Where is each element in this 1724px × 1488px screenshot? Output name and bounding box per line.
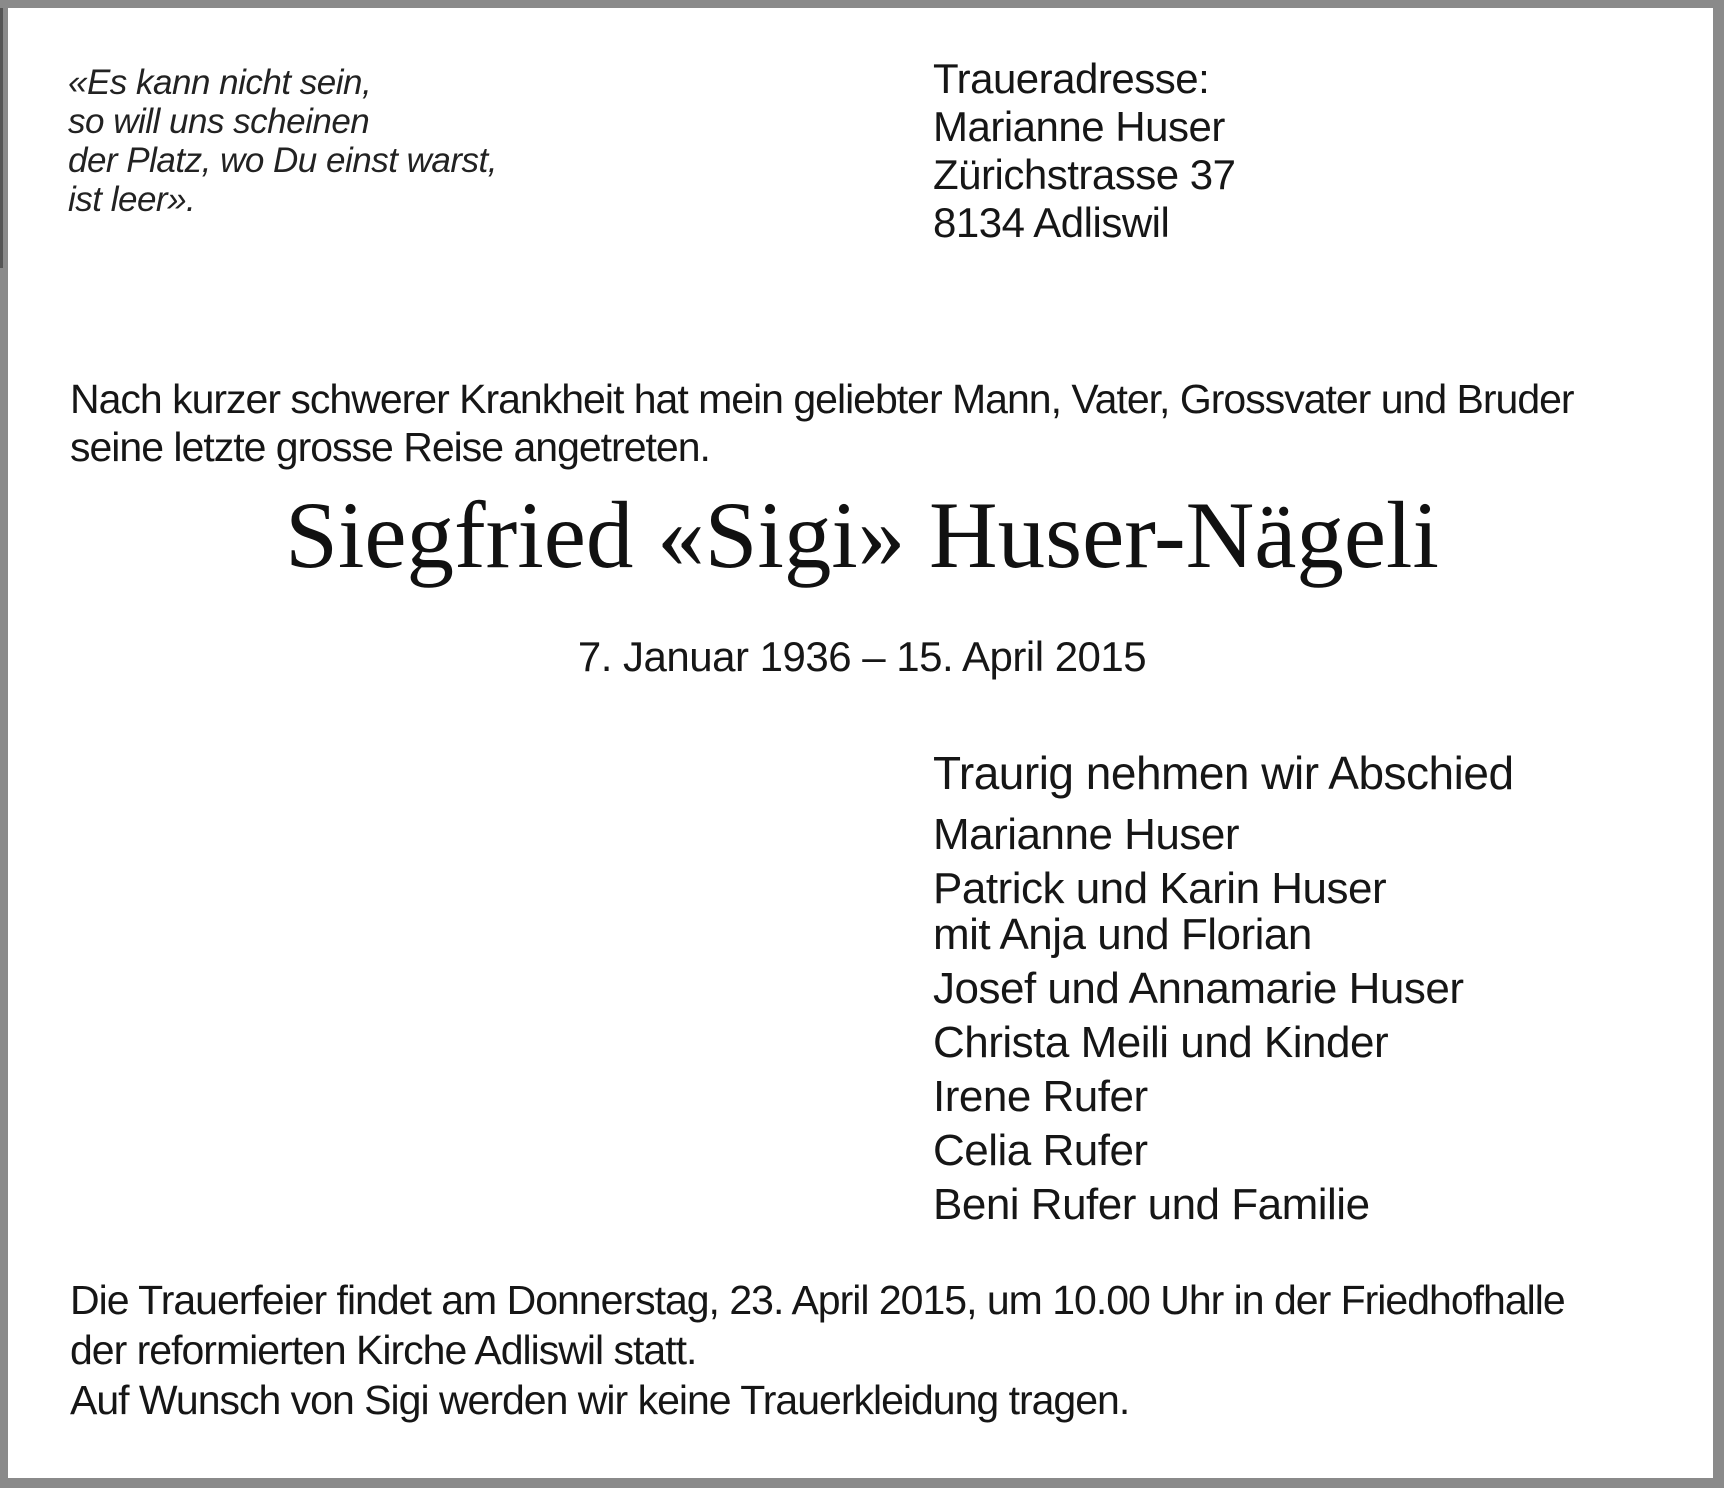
deceased-dates: 7. Januar 1936 – 15. April 2015 [577,633,1147,680]
mourner-name: Celia Rufer [933,1126,1148,1175]
service-info-line: der reformierten Kirche Adliswil statt. [70,1327,697,1373]
announcement-line: Nach kurzer schwerer Krankheit hat mein geliebter Mann, Vater, Grossvater und Bruder [70,376,1574,422]
farewell-intro: Traurig nehmen wir Abschied [933,747,1514,799]
quote-line: so will uns scheinen [68,102,370,141]
scan-border-top [0,0,1724,8]
quote-line: ist leer». [68,180,196,219]
mourners-list [933,812,1463,1236]
scan-border-right [1713,0,1724,1488]
scan-border-accent [0,8,3,268]
quote-line: der Platz, wo Du einst warst, [68,141,497,180]
mourner-name: Josef und Annamarie Huser [933,964,1464,1013]
mourner-group [933,1128,1463,1174]
service-info-line: Die Trauerfeier findet am Donnerstag, 23. April 2015, um 10.00 Uhr in der Friedhofhalle [70,1277,1565,1323]
mourning-address-city: 8134 Adliswil [933,199,1170,246]
mourning-address-block [933,55,1235,247]
mourning-address-label: Traueradresse: [933,55,1210,102]
mourner-group [933,966,1463,1012]
deceased-name: Siegfried «Sigi» Huser-Nägeli [285,482,1439,588]
mourner-name: mit Anja und Florian [933,910,1312,959]
mourner-name: Beni Rufer und Familie [933,1180,1370,1229]
mourner-name: Patrick und Karin Huser [933,864,1387,913]
mourner-name: Christa Meili und Kinder [933,1018,1389,1067]
mourner-name: Marianne Huser [933,810,1240,859]
mourner-group [933,1182,1463,1228]
service-info-paragraph [70,1275,1710,1425]
mourning-address-name: Marianne Huser [933,103,1225,150]
mourner-group [933,1020,1463,1066]
mourner-group [933,812,1463,858]
mourner-group [933,1074,1463,1120]
memorial-quote [68,63,497,219]
mourner-name: Irene Rufer [933,1072,1148,1121]
service-info-line: Auf Wunsch von Sigi werden wir keine Trauerkleidung tragen. [70,1377,1130,1423]
mourning-address-street: Zürichstrasse 37 [933,151,1236,198]
scan-border-bottom [0,1478,1724,1488]
announcement-line: seine letzte grosse Reise angetreten. [70,424,710,470]
quote-line: «Es kann nicht sein, [68,63,372,102]
announcement-paragraph [70,375,1690,471]
mourner-group [933,866,1463,958]
